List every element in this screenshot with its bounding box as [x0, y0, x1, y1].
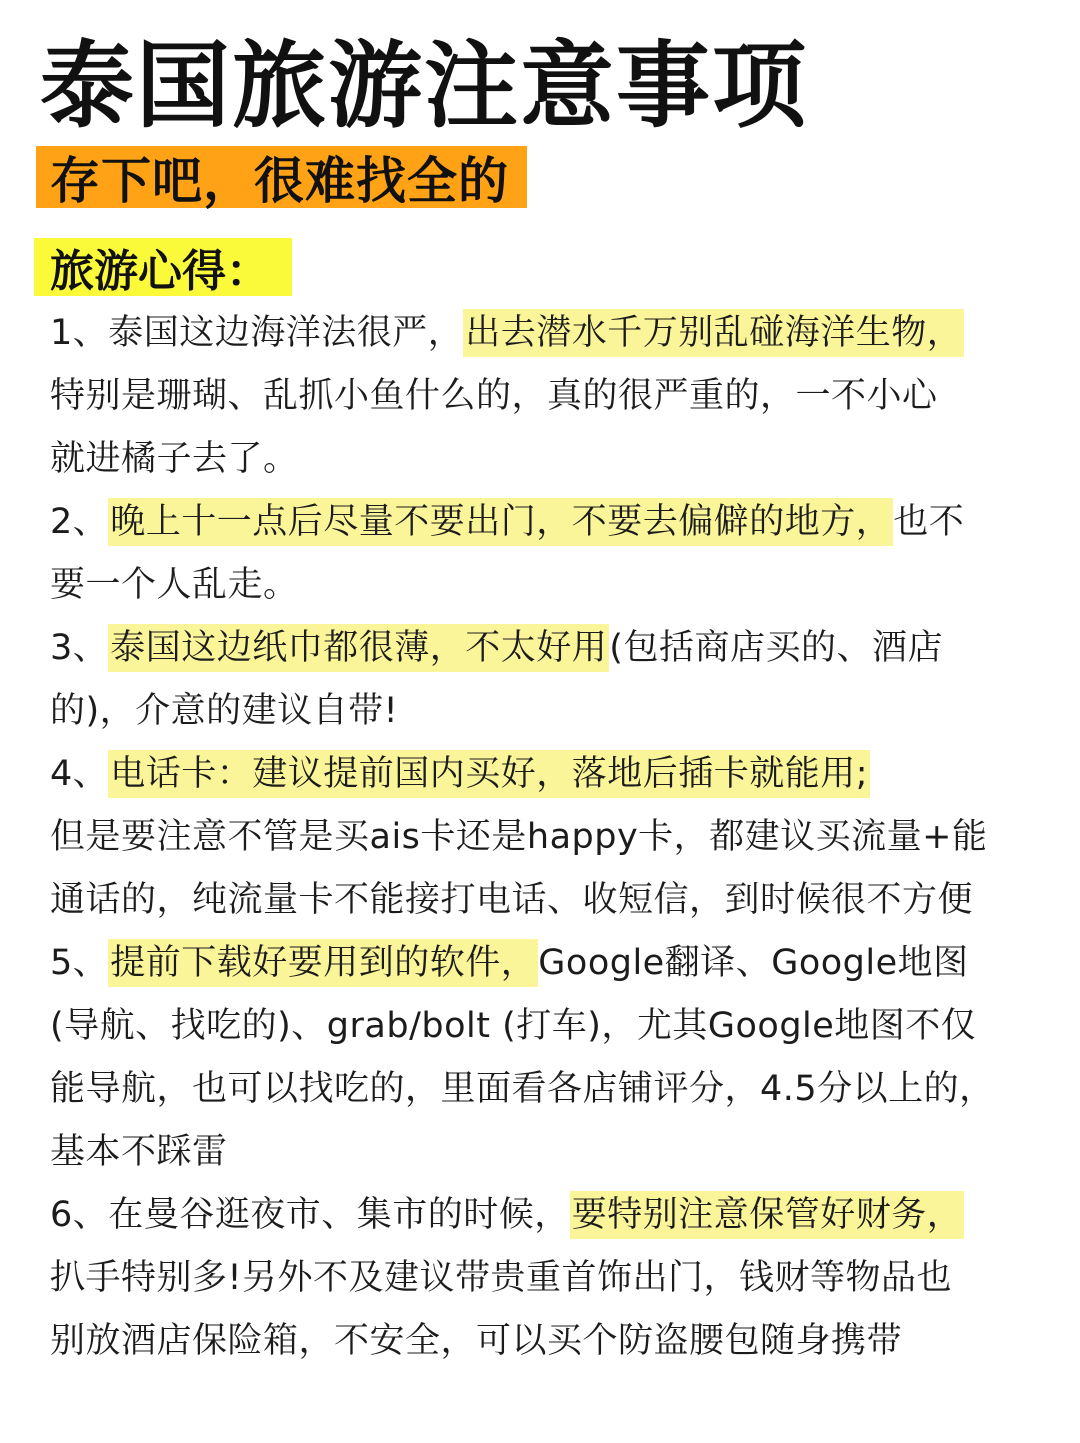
tip-line: [50, 1184, 1070, 1247]
tip-item-4: [50, 743, 1070, 932]
tip-line: (导航、找吃的)、grab/bolt (打车)，尤其Google地图不仅: [50, 1006, 977, 1046]
tip-line: 能导航，也可以找吃的，里面看各店铺评分，4.5分以上的，: [50, 1069, 995, 1109]
tips-list: [50, 302, 1070, 1373]
tip-item-2: [50, 491, 1070, 617]
tip-text: (包括商店买的、酒店: [609, 628, 943, 668]
tip-line: [50, 617, 1070, 680]
tip-item-1: [50, 302, 1070, 491]
tip-line: 特别是珊瑚、乱抓小鱼什么的，真的很严重的，一不小心: [50, 376, 938, 416]
tip-number: 4、: [50, 754, 109, 794]
tip-highlight: 出去潜水千万别乱碰海洋生物，: [463, 309, 964, 357]
tip-item-6: [50, 1184, 1070, 1373]
tip-number: 5、: [50, 943, 109, 983]
tip-line: 扒手特别多!另外不及建议带贵重首饰出门，钱财等物品也: [50, 1258, 953, 1298]
tip-highlight: 泰国这边纸巾都很薄，不太好用: [108, 624, 609, 672]
tip-number: 2、: [50, 502, 109, 542]
tip-line: 要一个人乱走。: [50, 565, 299, 605]
tip-item-3: [50, 617, 1070, 743]
tip-text: 1、泰国这边海洋法很严，: [50, 313, 464, 353]
tip-highlight: 晚上十一点后尽量不要出门，不要去偏僻的地方，: [108, 498, 893, 546]
tip-highlight: 电话卡：建议提前国内买好，落地后插卡就能用;: [108, 750, 870, 798]
tip-line: 基本不踩雷: [50, 1132, 228, 1172]
tip-text: 也不: [893, 502, 965, 542]
section-heading-band: [34, 238, 292, 296]
tip-text: 6、在曼谷逛夜市、集市的时候，: [50, 1195, 570, 1235]
tip-highlight: 要特别注意保管好财务，: [570, 1191, 965, 1239]
subtitle: 存下吧，很难找全的: [50, 152, 509, 210]
tip-line: 通话的，纯流量卡不能接打电话、收短信，到时候很不方便: [50, 880, 974, 920]
tip-line: [50, 302, 1070, 365]
tip-line: 但是要注意不管是买ais卡还是happy卡，都建议买流量+能: [50, 817, 988, 857]
tip-line: 别放酒店保险箱，不安全，可以买个防盗腰包随身携带: [50, 1321, 903, 1361]
tip-text: Google翻译、Google地图: [538, 943, 969, 983]
tip-line: [50, 743, 1070, 806]
tip-line: 的)，介意的建议自带!: [50, 691, 399, 731]
tip-highlight: 提前下载好要用到的软件，: [108, 939, 538, 987]
subtitle-band: [36, 146, 527, 208]
tip-line: 就进橘子去了。: [50, 439, 299, 479]
tip-line: [50, 491, 1070, 554]
tip-number: 3、: [50, 628, 109, 668]
tip-line: [50, 932, 1070, 995]
section-heading: 旅游心得：: [50, 246, 270, 297]
tip-item-5: [50, 932, 1070, 1184]
page-title: 泰国旅游注意事项: [40, 32, 809, 141]
